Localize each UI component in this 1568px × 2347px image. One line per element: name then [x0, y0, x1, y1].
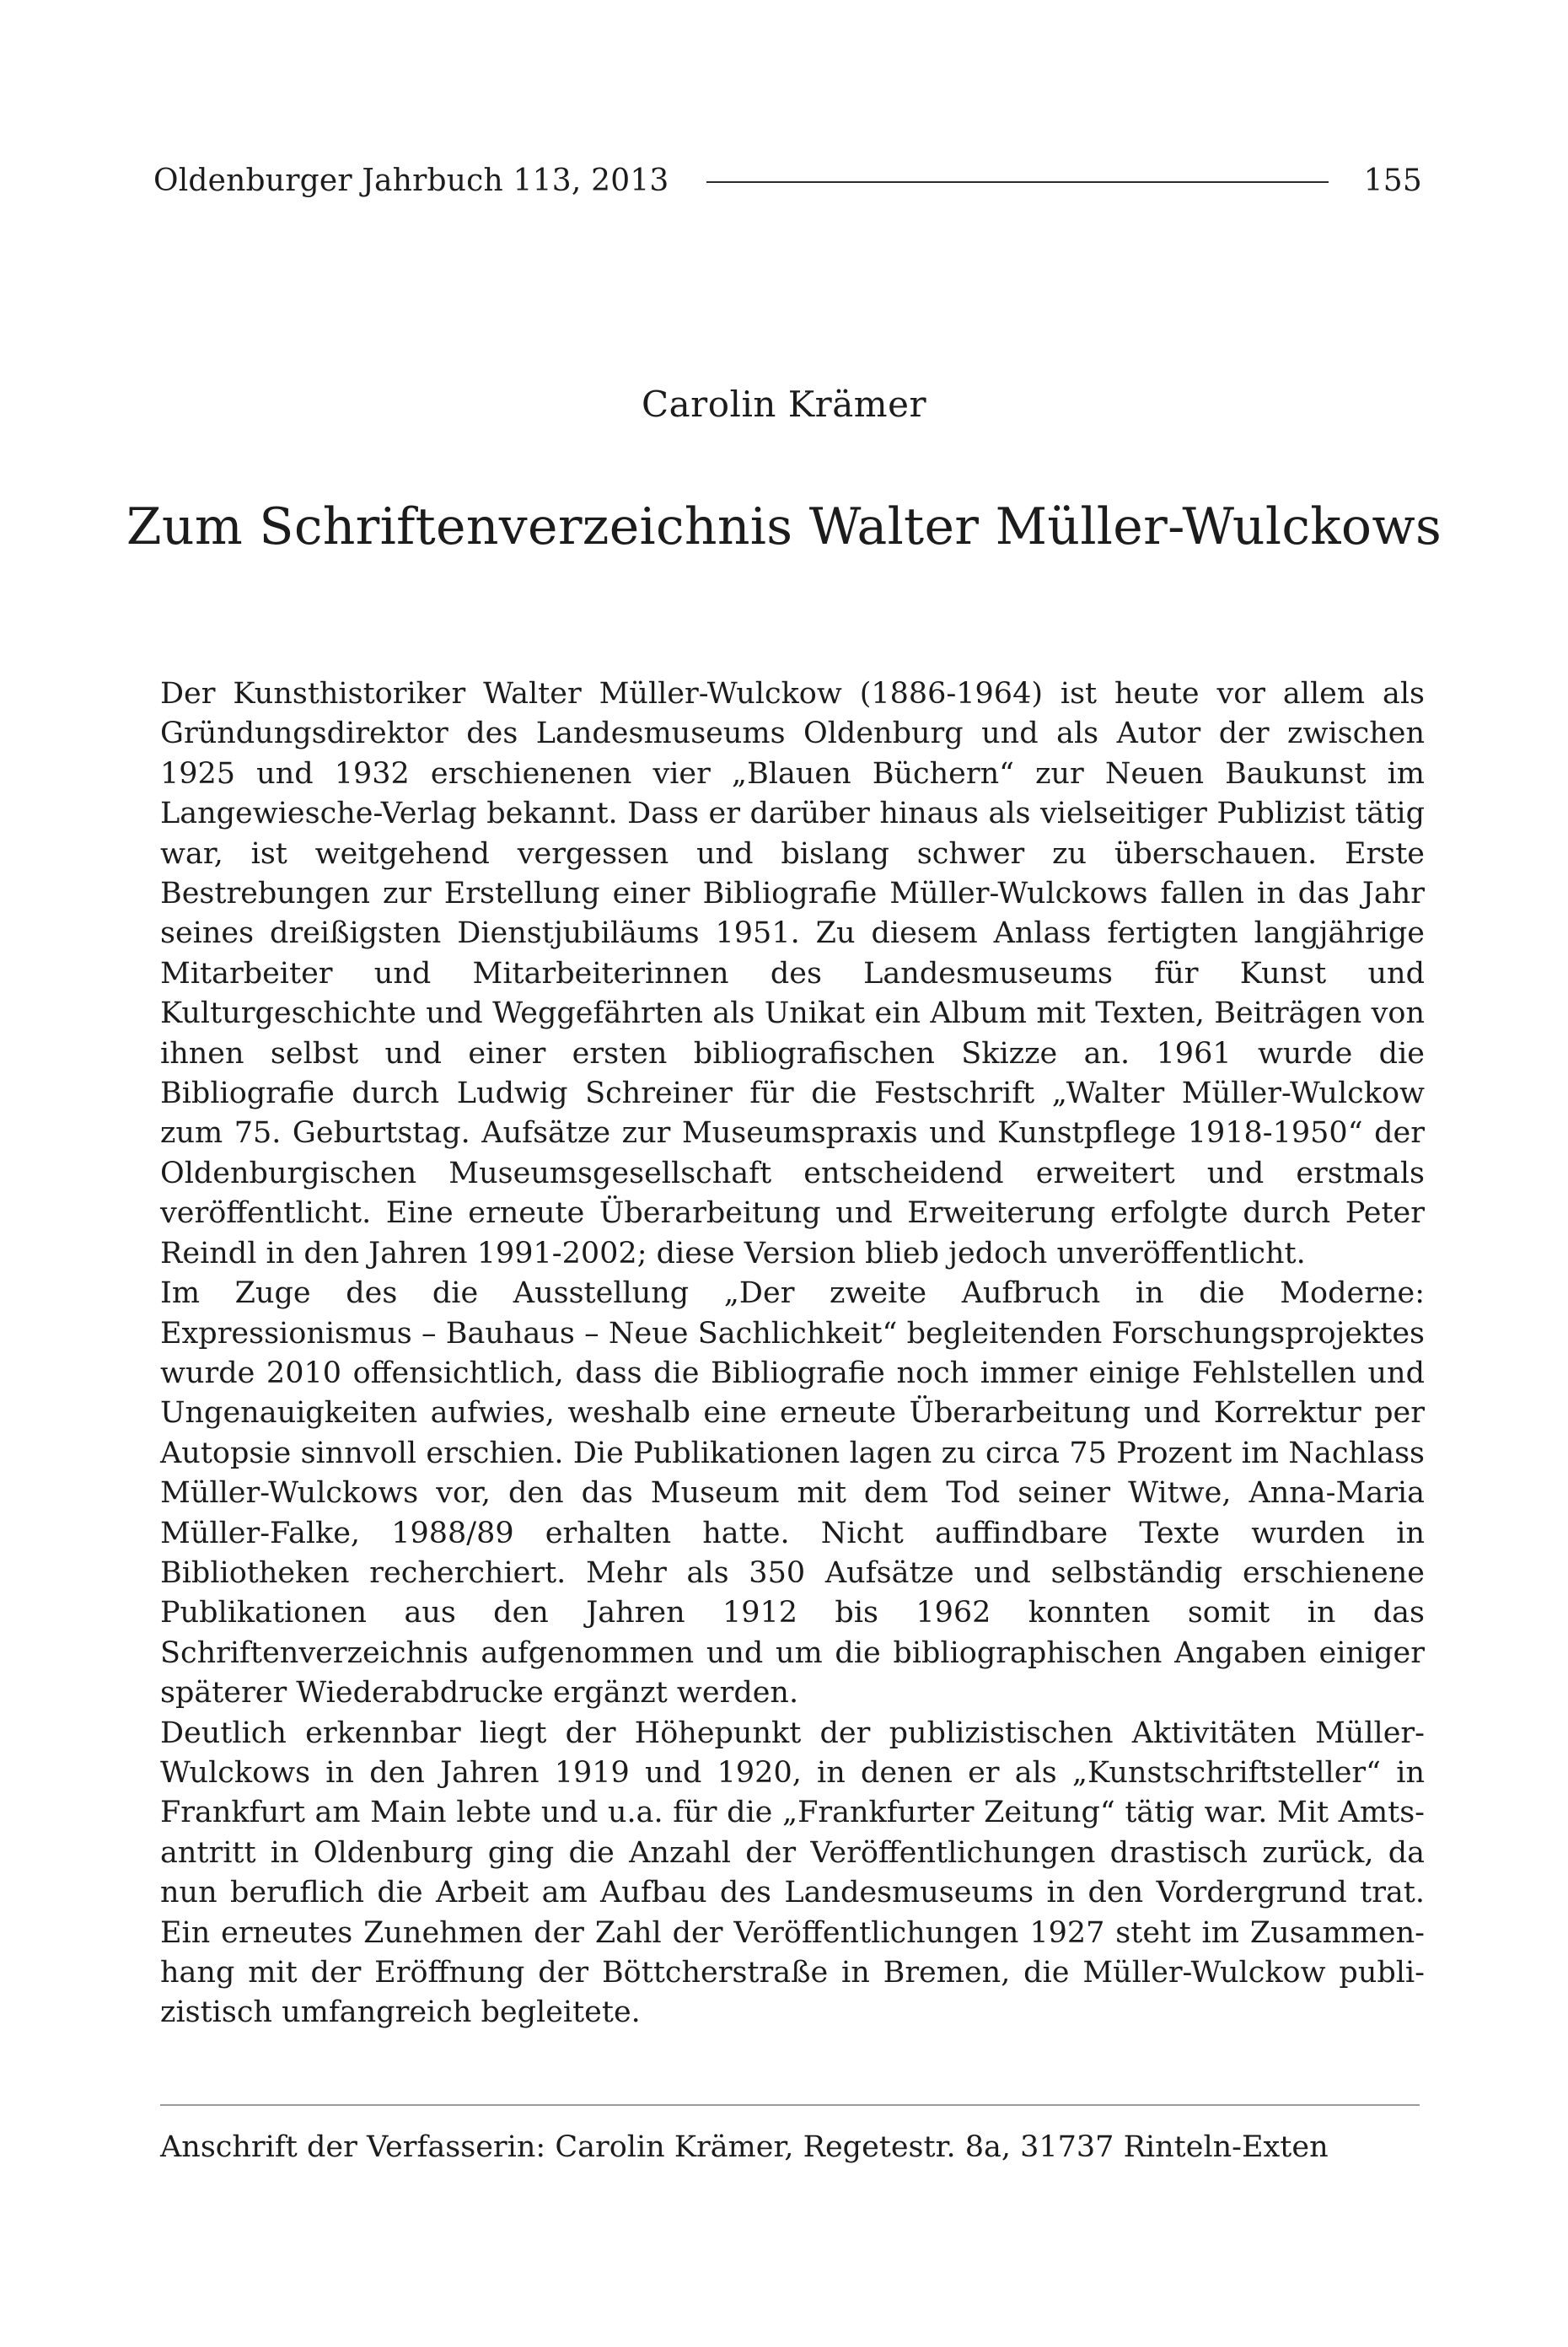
page-number: 155	[1363, 163, 1422, 198]
article-body	[160, 674, 1425, 2033]
body-paragraph: Im Zuge des die Ausstellung „Der zweite Aufbruch in die Moderne: Expressionismus – Bauhaus – Neue Sachlichkeit“ begleitenden Forschungsprojektes wurde 2010 offensichtlich, dass die Bibliografie noch immer einige Fehlstellen und Ungenauigkeiten aufwies, weshalb eine erneute Überarbeitung und Korrektur per Autopsie sinnvoll erschien. Die Publikationen lagen zu circa 75 Prozent im Nachlass Müller-Wulckows vor, den das Museum mit dem Tod seiner Witwe, Anna-Maria Müller-Falke, 1988/89 erhalten hatte. Nicht auffindbare Texte wurden in Bibliotheken recherchiert. Mehr als 350 Aufsätze und selbständig erschienene Publikationen aus den Jahren 1912 bis 1962 konnten somit in das Schriftenverzeichnis aufgenommen und um die bibliographischen Angaben einiger späterer Wiederabdrucke ergänzt werden.	[160, 1276, 1425, 1711]
footnote-rule	[160, 2104, 1420, 2106]
article-author: Carolin Krämer	[641, 384, 927, 425]
header-rule	[706, 181, 1329, 183]
running-head	[153, 158, 1422, 202]
body-paragraph: Deutlich erkennbar liegt der Höhepunkt der publizistischen Aktivitäten Müller-Wulckows in den Jahren 1919 und 1920, in denen er als „Kunstschriftsteller“ in Frankfurt am Main lebte und u.a. für die „Frankfurter Zeitung“ tätig war. Mit Amtsantritt in Oldenburg ging die Anzahl der Veröffentlichungen drastisch zurück, da nun beruflich die Arbeit am Aufbau des Landesmuseums in den Vordergrund trat. Ein erneutes Zunehmen der Zahl der Veröffentlichungen 1927 steht im Zusammenhang mit der Eröffnung der Böttcherstraße in Bremen, die Müller-Wulckow publizistisch umfangreich begleitete.	[160, 1716, 1425, 2030]
body-paragraph: Der Kunsthistoriker Walter Müller-Wulckow (1886-1964) ist heute vor allem als Gründungsdirektor des Landesmuseums Oldenburg und als Autor der zwischen 1925 und 1932 erschienenen vier „Blauen Büchern“ zur Neuen Baukunst im Langewiesche-Verlag bekannt. Dass er darüber hinaus als vielseitiger Publizist tätig war, ist weitgehend vergessen und bislang schwer zu überschauen. Erste Bestrebungen zur Erstellung einer Bibliografie Müller-Wulckows fallen in das Jahr seines dreißigsten Dienstjubiläums 1951. Zu diesem Anlass fertigten langjährige Mitarbeiter und Mitarbeiterinnen des Landesmuseums für Kunst und Kulturgeschichte und Weggefährten als Unikat ein Album mit Texten, Beiträgen von ihnen selbst und einer ersten bibliografischen Skizze an. 1961 wurde die Bibliografie durch Ludwig Schreiner für die Festschrift „Walter Müller-Wulckow zum 75. Geburtstag. Aufsätze zur Museumspraxis und Kunstpflege 1918-1950“ der Oldenburgischen Museumsgesellschaft entscheidend erweitert und erstmals veröffentlicht. Eine erneute Überarbeitung und Erweiterung erfolgte durch Peter Reindl in den Jahren 1991-2002; diese Version blieb jedoch unveröffentlicht.	[160, 677, 1425, 1270]
article-title: Zum Schriftenverzeichnis Walter Müller-Wulckows	[126, 497, 1442, 556]
journal-citation: Oldenburger Jahrbuch 113, 2013	[153, 163, 669, 198]
author-address-footnote: Anschrift der Verfasserin: Carolin Krämer, Regetestr. 8a, 31737 Rinteln-Exten	[160, 2130, 1329, 2164]
